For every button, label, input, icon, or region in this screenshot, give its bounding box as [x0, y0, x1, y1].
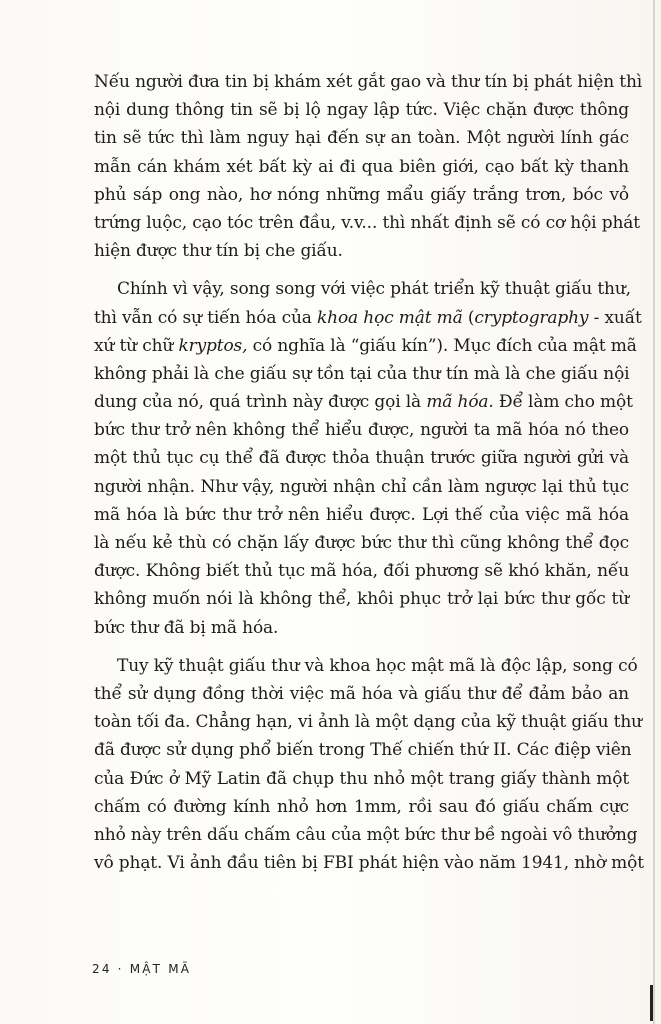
text-line: không phải là che giấu sự tồn tại của thư tín mà là che giấu nội [94, 363, 630, 384]
text-line: tin sẽ tức thì làm nguy hại đến sự an toàn. Một người lính gác [94, 128, 629, 149]
text-line: bức thư đã bị mã hóa. [94, 617, 279, 638]
text-line: chấm có đường kính nhỏ hơn 1mm, rồi sau đó giấu chấm cực [94, 796, 629, 817]
text-line: Tuy kỹ thuật giấu thư và khoa học mật mã là độc lập, song có [117, 655, 638, 676]
text-line: của Đức ở Mỹ Latin đã chụp thu nhỏ một trang giấy thành một [94, 768, 629, 789]
text-line: một thủ tục cụ thể đã được thỏa thuận trước giữa người gửi và [94, 448, 629, 469]
text-line: hiện được thư tín bị che giấu. [94, 241, 343, 262]
text-line: phủ sáp ong nào, hơ nóng những mẩu giấy trắng trơn, bóc vỏ [94, 184, 629, 205]
text-line: vô phạt. Vi ảnh đầu tiên bị FBI phát hiện vào năm 1941, nhờ một [94, 853, 644, 874]
text-line: xứ từ chữ kryptos, có nghĩa là “giấu kín”). Mục đích của mật mã [94, 335, 637, 356]
paragraph-gap [94, 265, 629, 275]
text-line: thì vẫn có sự tiến hóa của khoa học mật mã (cryptography - xuất [94, 307, 642, 328]
paragraph-2 [94, 275, 642, 641]
body-text [94, 68, 644, 877]
text-line: mẫn cán khám xét bất kỳ ai đi qua biên giới, cạo bất kỳ thanh [94, 156, 629, 177]
text-line: được. Không biết thủ tục mã hóa, đối phương sẽ khó khăn, nếu [94, 561, 629, 582]
text-line: Nếu người đưa tin bị khám xét gắt gao và thư tín bị phát hiện thì [94, 72, 643, 92]
paragraph-gap [94, 642, 629, 652]
running-footer: 24 · MẬT MÃ [92, 962, 192, 976]
text-line: thể sử dụng đồng thời việc mã hóa và giấu thư để đảm bảo an [94, 683, 629, 704]
paragraph-3 [94, 652, 644, 878]
page-edge-shadow [653, 0, 655, 1024]
text-line: Chính vì vậy, song song với việc phát triển kỹ thuật giấu thư, [117, 279, 631, 300]
text-line: mã hóa là bức thư trở nên hiểu được. Lợi thế của việc mã hóa [94, 504, 629, 525]
page-corner-mark [650, 985, 653, 1021]
text-line: không muốn nói là không thể, khôi phục trở lại bức thư gốc từ [94, 589, 629, 610]
text-line: bức thư trở nên không thể hiểu được, người ta mã hóa nó theo [94, 420, 629, 441]
text-line: nhỏ này trên dấu chấm câu của một bức thư bề ngoài vô thưởng [94, 824, 638, 845]
text-line: dung của nó, quá trình này được gọi là mã hóa. Để làm cho một [94, 392, 633, 413]
text-line: nội dung thông tin sẽ bị lộ ngay lập tức. Việc chặn được thông [94, 100, 629, 121]
text-line: người nhận. Như vậy, người nhận chỉ cần làm ngược lại thủ tục [94, 476, 629, 497]
paragraph-1 [94, 68, 643, 265]
text-line: trứng luộc, cạo tóc trên đầu, v.v... thì nhất định sẽ có cơ hội phát [94, 212, 640, 233]
text-line: là nếu kẻ thù có chặn lấy được bức thư thì cũng không thể đọc [94, 533, 629, 553]
text-line: toàn tối đa. Chẳng hạn, vi ảnh là một dạng của kỹ thuật giấu thư [94, 712, 642, 733]
text-line: đã được sử dụng phổ biến trong Thế chiến thứ II. Các điệp viên [94, 740, 632, 761]
